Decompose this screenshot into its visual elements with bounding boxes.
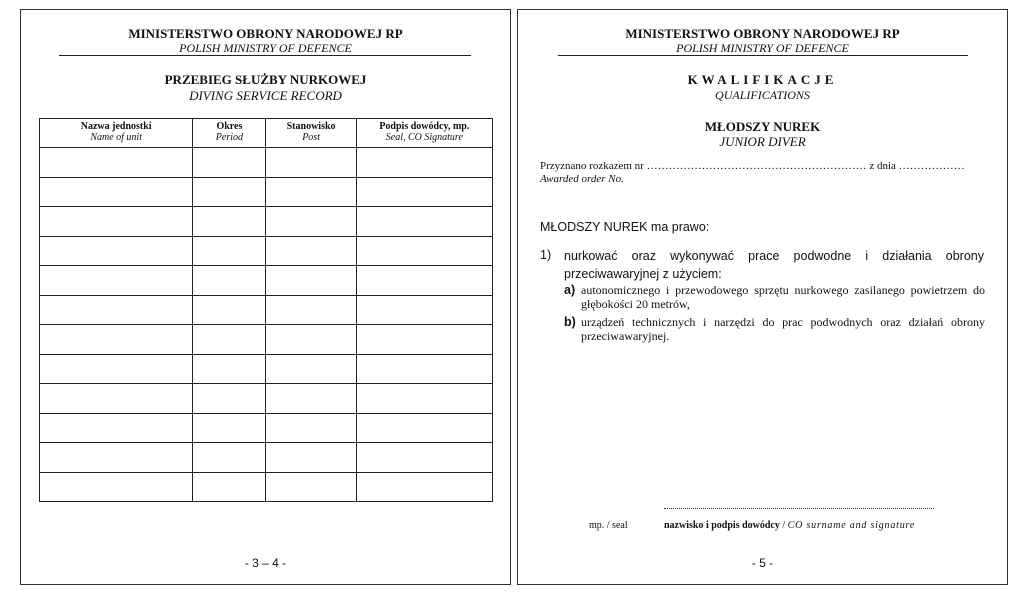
record-title-en: DIVING SERVICE RECORD (189, 88, 342, 103)
table-cell (193, 472, 266, 502)
signature-line (664, 508, 934, 509)
table-cell (40, 325, 193, 355)
column-header-post: Stanowisko Post (266, 119, 356, 148)
table-cell (193, 207, 266, 237)
qualifications-title-en: QUALIFICATIONS (715, 88, 810, 102)
page-number: - 3 – 4 - (244, 556, 287, 570)
seal-label: mp. / seal (589, 520, 628, 531)
right-page (517, 9, 1008, 585)
table-cell (193, 384, 266, 414)
table-cell (40, 148, 193, 178)
table-cell (193, 266, 266, 296)
table-cell (193, 443, 266, 473)
table-row (40, 148, 493, 178)
table-cell (356, 236, 492, 266)
table-cell (193, 413, 266, 443)
table-cell (356, 443, 492, 473)
table-cell (356, 177, 492, 207)
table-cell (193, 148, 266, 178)
table-cell (193, 295, 266, 325)
rank-title-pl: MŁODSZY NUREK (704, 119, 821, 134)
table-cell (356, 295, 492, 325)
signature-label-pl: nazwisko i podpis dowódcy (664, 520, 780, 531)
sub-item-letter: b) (564, 315, 576, 329)
table-cell (40, 295, 193, 325)
sub-item-letter: a) (564, 283, 576, 297)
table-cell (40, 413, 193, 443)
table-row (40, 384, 493, 414)
table-header-row (40, 119, 493, 148)
table-cell (266, 236, 356, 266)
table-cell (40, 354, 193, 384)
signature-label-en: CO surname and signature (787, 520, 916, 531)
table-cell (40, 384, 193, 414)
table-cell (356, 413, 492, 443)
ministry-name-pl: MINISTERSTWO OBRONY NARODOWEJ RP (128, 26, 403, 41)
table-cell (266, 472, 356, 502)
service-record-table (39, 118, 493, 502)
table-cell (266, 177, 356, 207)
rights-heading: MŁODSZY NUREK ma prawo: (540, 220, 710, 234)
table-cell (266, 207, 356, 237)
table-cell (266, 295, 356, 325)
awarded-order-label-en: Awarded order No. (540, 173, 624, 185)
table-cell (40, 236, 193, 266)
table-cell (266, 413, 356, 443)
table-row (40, 295, 493, 325)
awarded-order-line: Przyznano rozkazem nr …………………………………………………… z dnia ……………… (540, 160, 965, 172)
table-cell (356, 384, 492, 414)
table-cell (40, 207, 193, 237)
table-cell (40, 443, 193, 473)
table-row (40, 177, 493, 207)
table-row (40, 236, 493, 266)
item-number: 1) (540, 248, 552, 262)
table-cell (193, 325, 266, 355)
table-cell (266, 266, 356, 296)
table-cell (193, 177, 266, 207)
rank-title-en: JUNIOR DIVER (719, 134, 806, 149)
table-row (40, 443, 493, 473)
table-row (40, 472, 493, 502)
table-cell (356, 472, 492, 502)
table-cell (356, 354, 492, 384)
signature-label (664, 520, 915, 531)
table-cell (356, 266, 492, 296)
table-row (40, 325, 493, 355)
table-cell (266, 325, 356, 355)
table-cell (266, 384, 356, 414)
table-cell (266, 354, 356, 384)
ministry-name-pl: MINISTERSTWO OBRONY NARODOWEJ RP (625, 26, 900, 41)
page-number: - 5 - (751, 556, 774, 570)
table-row (40, 354, 493, 384)
left-page (20, 9, 511, 585)
table-row (40, 207, 493, 237)
table-cell (40, 266, 193, 296)
table-cell (193, 236, 266, 266)
table-cell (193, 354, 266, 384)
header-divider (59, 55, 471, 56)
header-divider (558, 55, 968, 56)
column-header-signature: Podpis dowódcy, mp. Seal, CO Signature (356, 119, 492, 148)
sub-item-text: autonomicznego i przewodowego sprzętu nurkowego zasilanego powietrzem do głębokości 20 metrów, (581, 283, 985, 311)
ministry-name-en: POLISH MINISTRY OF DEFENCE (179, 41, 352, 55)
table-cell (356, 207, 492, 237)
column-header-unit: Nazwa jednostki Name of unit (40, 119, 193, 148)
table-cell (40, 472, 193, 502)
column-header-period: Okres Period (193, 119, 266, 148)
ministry-name-en: POLISH MINISTRY OF DEFENCE (676, 41, 849, 55)
item-text: nurkować oraz wykonywać prace podwodne i działania obrony przeciwawaryjnej z użyciem: (564, 249, 984, 281)
table-row (40, 266, 493, 296)
qualifications-title-pl: KWALIFIKACJE (687, 72, 838, 87)
table-cell (266, 148, 356, 178)
table-cell (356, 148, 492, 178)
record-title-pl: PRZEBIEG SŁUŻBY NURKOWEJ (164, 72, 367, 87)
table-row (40, 413, 493, 443)
table-cell (40, 177, 193, 207)
table-cell (266, 443, 356, 473)
sub-item-text: urządzeń technicznych i narzędzi do prac podwodnych oraz działań obrony przeciwawaryjnej. (581, 315, 985, 343)
signature-label-separator: / (779, 520, 788, 531)
table-cell (356, 325, 492, 355)
